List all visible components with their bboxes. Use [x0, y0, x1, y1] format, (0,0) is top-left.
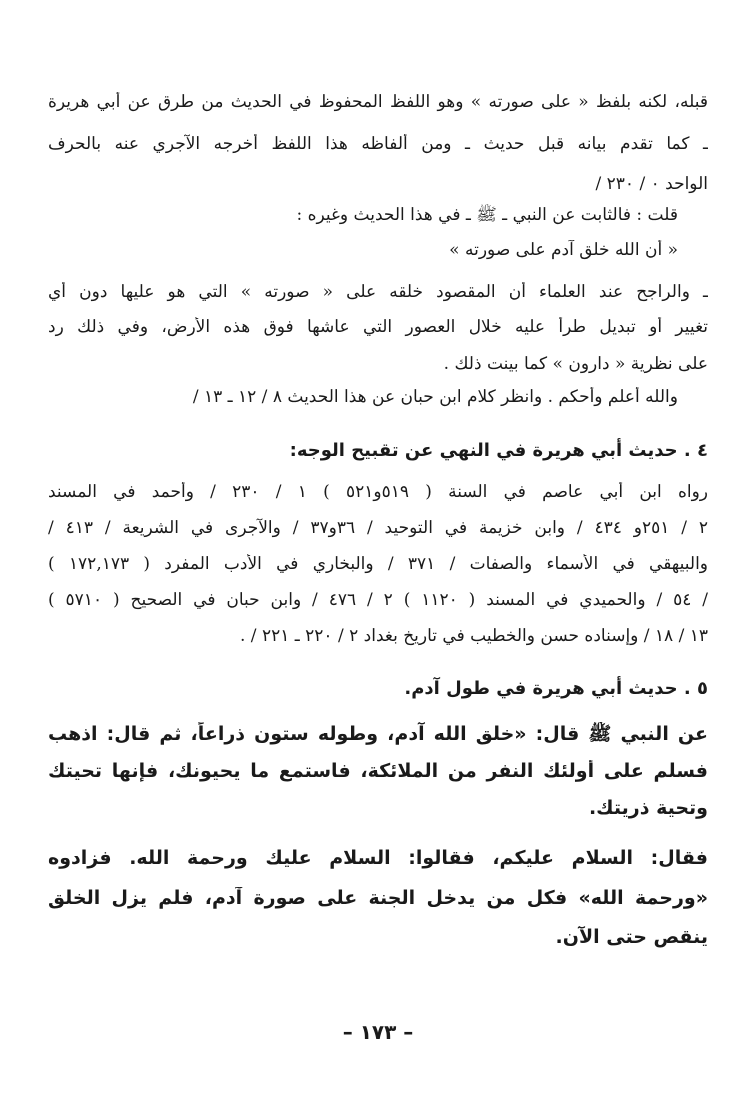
- section-5-heading: ٥ . حديث أبي هريرة في طول آدم.: [404, 678, 708, 699]
- section-4-line-2: ٢ / ٢٥١و ٤٣٤ / وابن خزيمة في التوحيد / ٣٦و٣٧ / والآجرى في الشريعة / ٤١٣ /: [48, 518, 708, 538]
- hadith-para-2-line-1: فقال: السلام عليكم، فقالوا: السلام عليك ورحمة الله. فزادوه: [48, 847, 708, 869]
- hadith-para-1-line-1: عن النبي ﷺ قال: «خلق الله آدم، وطوله ستون ذراعاً، ثم قال: اذهب: [48, 723, 708, 745]
- section-4-line-3: والبيهقي في الأسماء والصفات / ٣٧١ / والبخاري في الأدب المفرد ( ١٧٢,١٧٣ ): [48, 554, 708, 574]
- section-4-line-1: رواه ابن أبي عاصم في السنة ( ٥١٩و٥٢١ ) ١ / ٢٣٠ / وأحمد في المسند: [48, 482, 708, 502]
- paragraph-1-line-2: ـ كما تقدم بيانه قبل حديث ـ ومن ألفاظه هذا اللفظ أخرجه الآجري عنه بالحرف: [48, 134, 708, 154]
- paragraph-2-line-3: على نظرية « دارون » كما بينت ذلك .: [443, 354, 708, 374]
- section-4-line-4: / ٥٤ / والحميدي في المسند ( ١١٢٠ ) ٢ / ٤٧٦ / وابن حبان في الصحيح ( ٥٧١٠ ): [48, 590, 708, 610]
- hadith-para-1-line-2: فسلم على أولئك النفر من الملائكة، فاستمع ما يحيونك، فإنها تحيتك: [48, 760, 708, 782]
- quote-line: « أن الله خلق آدم على صورته »: [449, 240, 678, 260]
- hadith-para-2-line-3: ينقص حتى الآن.: [555, 926, 708, 948]
- hadith-para-2-line-2: «ورحمة الله» فكل من يدخل الجنة على صورة آدم، فلم يزل الخلق: [48, 887, 708, 909]
- paragraph-2-line-2: تغيير أو تبديل طرأ عليه خلال العصور التي عاشها فوق هذه الأرض، وفي ذلك رد: [48, 317, 708, 337]
- hadith-para-1-line-3: وتحية ذريتك.: [588, 797, 708, 819]
- paragraph-1-line-1: قبله، لكنه بلفظ « على صورته » وهو اللفظ المحفوظ في الحديث من طرق عن أبي هريرة: [48, 92, 708, 112]
- section-4-line-5: ١٣ / ١٨ / وإسناده حسن والخطيب في تاريخ بغداد ٢ / ٢٢٠ ـ ٢٢١ / .: [240, 626, 708, 646]
- paragraph-2-line-1: ـ والراجح عند العلماء أن المقصود خلقه على « صورته » التي هو عليها دون أي: [48, 282, 708, 302]
- closing-line: والله أعلم وأحكم . وانظر كلام ابن حبان عن هذا الحديث ٨ / ١٢ ـ ١٣ /: [192, 387, 678, 407]
- section-4-heading: ٤ . حديث أبي هريرة في النهي عن تقبيح الوجه:: [289, 440, 708, 461]
- note-line: قلت : فالثابت عن النبي ـ ﷺ ـ في هذا الحديث وغيره :: [296, 205, 678, 225]
- page-number: – ١٧٣ –: [342, 1020, 414, 1044]
- paragraph-1-line-3: الواحد ٠ / ٢٣٠ /: [595, 174, 708, 194]
